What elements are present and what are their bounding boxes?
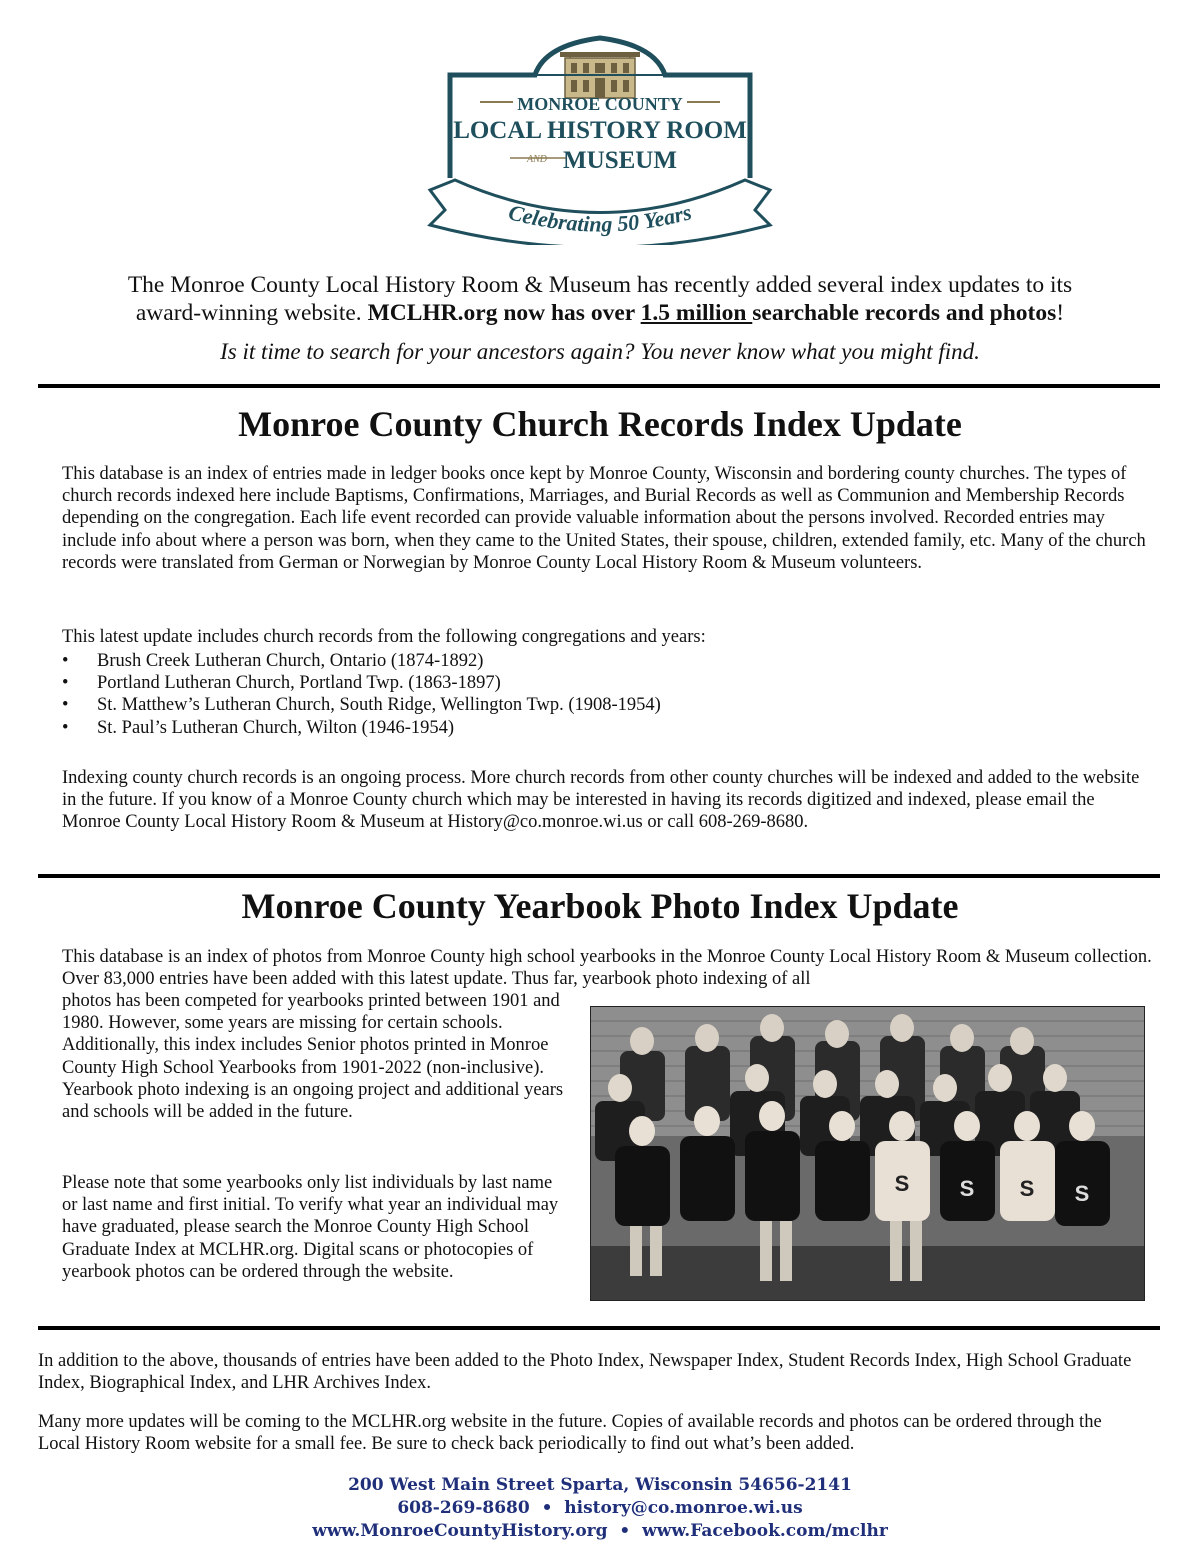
logo-line2: LOCAL HISTORY ROOM — [453, 117, 747, 144]
section-divider — [38, 384, 1160, 388]
church-ongoing-note: Indexing county church records is an ongoing process. More church records from other county churches will be indexed and added to the website in the future. If you know of a Monroe County church which may be interested in having its records digitized and indexed, please email the Monroe County Local History Room & Museum at History@co.monroe.wi.us or call 608-269-8680. — [62, 768, 1140, 833]
intro-line2-end: ! — [1056, 300, 1065, 326]
footer-email[interactable]: history@co.monroe.wi.us — [564, 1498, 803, 1518]
list-item: • Brush Creek Lutheran Church, Ontario (1874-1892) — [62, 650, 661, 672]
church-list-intro: This latest update includes church records from the following congregations and years: — [62, 627, 706, 647]
footer-contact — [0, 1497, 1200, 1519]
list-item: • St. Matthew’s Lutheran Church, South Ridge, Wellington Twp. (1908-1954) — [62, 694, 661, 716]
logo-and: AND — [527, 154, 547, 165]
footer-phone[interactable]: 608-269-8680 — [397, 1498, 530, 1518]
footer-separator: • — [541, 1498, 553, 1518]
section-divider — [38, 1326, 1160, 1330]
church-description: This database is an index of entries made in ledger books once kept by Monroe County, Wisconsin and bordering county churches. The types of church records indexed here include Baptisms, Confirmations, Marriages, and Burial Records as well as Communion and Membership Records depending on the congregation. Each life event recorded can provide valuable information about the persons involved. Recorded entries may include info about where a person was born, when they came to the United States, their spouse, children, extended family, etc. Many of the church records were translated from German or Norwegian by Monroe County Local History Room & Museum volunteers. — [62, 464, 1146, 573]
intro-highlight-1: MCLHR.org now has over — [367, 300, 641, 326]
intro-line-2 — [0, 299, 1200, 327]
intro-line-1: The Monroe County Local History Room & Museum has recently added several index updates to its — [127, 272, 1073, 298]
footer-address: 200 West Main Street Sparta, Wisconsin 54656-2141 — [348, 1475, 852, 1495]
intro-record-count: 1.5 million — [640, 300, 753, 326]
yearbook-description: photos has been competed for yearbooks printed between 1901 and 1980. However, some years are missing for certain schools. Additionally, this index includes Senior photos printed in Monroe County High School Yearbooks from 1901-2022 (non-inclusive). Yearbook photo indexing is an ongoing project and additional years and schools will be added in the future. — [62, 991, 564, 1123]
yearbook-group-photo — [590, 1006, 1145, 1301]
sweater-letter: S — [1074, 1181, 1090, 1206]
footer-links — [0, 1520, 1200, 1542]
church-section-title: Monroe County Church Records Index Update — [238, 404, 962, 444]
yearbook-description-intro: This database is an index of photos from Monroe County high school yearbooks in the Monroe County Local History Room & Museum collection. Over 83,000 entries have been added with this latest update. Thus far, yearbook photo indexing of all — [62, 947, 1152, 990]
section-divider — [38, 874, 1160, 878]
yearbook-section-title: Monroe County Yearbook Photo Index Update — [241, 886, 959, 926]
logo-banner-text: Celebrating 50 Years — [506, 199, 695, 237]
sweater-letter: S — [959, 1176, 975, 1201]
list-item: • Portland Lutheran Church, Portland Twp. (1863-1897) — [62, 672, 661, 694]
logo-line3: MUSEUM — [563, 147, 677, 174]
logo-line1: MONROE COUNTY — [517, 94, 683, 114]
footer-website-link[interactable]: www.MonroeCountyHistory.org — [312, 1521, 608, 1541]
sweater-letter: S — [894, 1171, 910, 1196]
list-item: • St. Paul’s Lutheran Church, Wilton (1946-1954) — [62, 717, 661, 739]
intro-highlight-2: searchable records and photos — [752, 300, 1057, 326]
footer-separator: • — [619, 1521, 631, 1541]
museum-logo — [425, 30, 775, 245]
congregation-list — [62, 650, 661, 739]
closing-future: Many more updates will be coming to the MCLHR.org website in the future. Copies of available records and photos can be ordered through the Local History Room website for a small fee. Be sure to check back periodically to find out what’s been added. — [38, 1412, 1102, 1455]
footer-facebook-link[interactable]: www.Facebook.com/mclhr — [642, 1521, 888, 1541]
sweater-letter: S — [1019, 1176, 1035, 1201]
closing-updates: In addition to the above, thousands of entries have been added to the Photo Index, Newspaper Index, Student Records Index, High School Graduate Index, Biographical Index, and LHR Archives Index. — [38, 1351, 1132, 1394]
yearbook-note: Please note that some yearbooks only list individuals by last name or last name and first initial. To verify what year an individual may have graduated, please search the Monroe County High School Graduate Index at MCLHR.org. Digital scans or photocopies of yearbook photos can be ordered through the website. — [62, 1173, 559, 1282]
intro-tagline: Is it time to search for your ancestors again? You never know what you might find. — [220, 339, 980, 364]
intro-line2-start: award-winning website. — [135, 300, 368, 326]
